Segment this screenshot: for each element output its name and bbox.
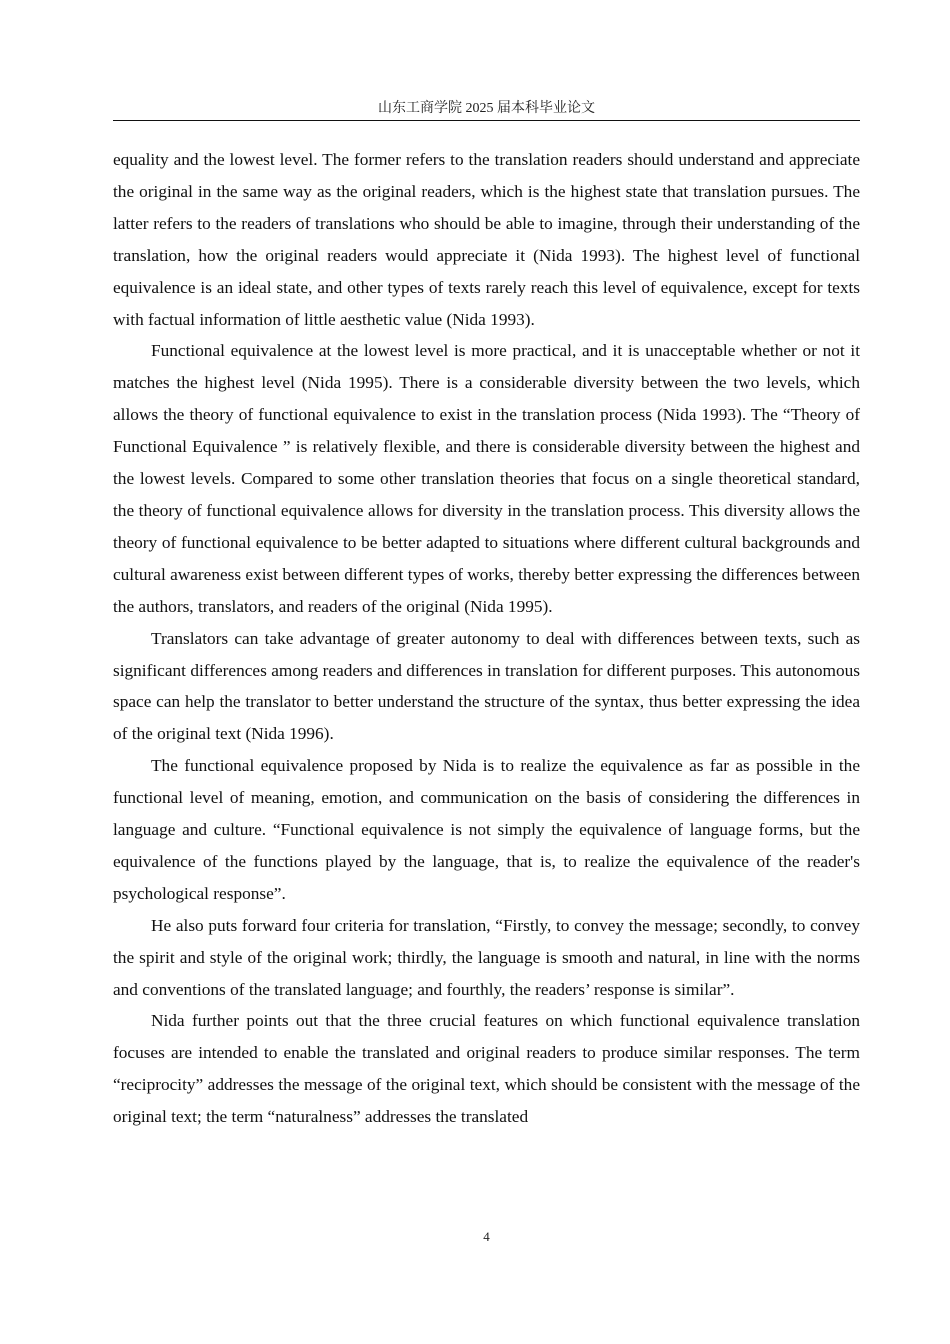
paragraph: Functional equivalence at the lowest level is more practical, and it is unacceptable whether or not it matches the highest level (Nida 1995). There is a considerable diversity between the two levels, which allows the theory of functional equivalence to exist in the translation process (Nida 1993). The “Theory of Functional Equivalence ” is relatively flexible, and there is considerable diversity between the highest and the lowest levels. Compared to some other translation theories that focus on a single theoretical standard, the theory of functional equivalence allows for diversity in the translation process. This diversity allows the theory of functional equivalence to be better adapted to situations where different cultural backgrounds and cultural awareness exist between different types of works, thereby better expressing the differences between the authors, translators, and readers of the original (Nida 1995). [113, 341, 860, 616]
page-number: 4 [483, 1229, 490, 1244]
paragraph: He also puts forward four criteria for translation, “Firstly, to convey the message; secondly, to convey the spirit and style of the original work; thirdly, the language is smooth and natural, in line with the norms and conventions of the translated language; and fourthly, the readers’ response is similar”. [113, 915, 860, 999]
paragraph: Translators can take advantage of greater autonomy to deal with differences between texts, such as significant differences among readers and differences in translation for different purposes. This autonomous space can help the translator to better understand the structure of the syntax, thus better expressing the idea of the original text (Nida 1996). [113, 628, 860, 744]
body-text [113, 144, 860, 1133]
paragraph: The functional equivalence proposed by Nida is to realize the equivalence as far as possible in the functional level of meaning, emotion, and communication on the basis of considering the differences in language and culture. “Functional equivalence is not simply the equivalence of language forms, but the equivalence of the functions played by the language, that is, to realize the equivalence of the reader's psychological response”. [113, 756, 860, 903]
paragraph-continuation: equality and the lowest level. The former refers to the translation readers should understand and appreciate the original in the same way as the original readers, which is the highest state that translation pursues. The latter refers to the readers of translations who should be able to imagine, through their understanding of the translation, how the original readers would appreciate it (Nida 1993). The highest level of functional equivalence is an ideal state, and other types of texts rarely reach this level of equivalence, except for texts with factual information of little aesthetic value (Nida 1993). [113, 150, 860, 329]
running-header: 山东工商学院 2025 届本科毕业论文 [378, 101, 595, 116]
header-divider [113, 120, 860, 121]
paragraph: Nida further points out that the three crucial features on which functional equivalence translation focuses are intended to enable the translated and original readers to produce similar responses. The term “reciprocity” addresses the message of the original text, which should be consistent with the message of the original text; the term “naturalness” addresses the translated [113, 1011, 860, 1127]
